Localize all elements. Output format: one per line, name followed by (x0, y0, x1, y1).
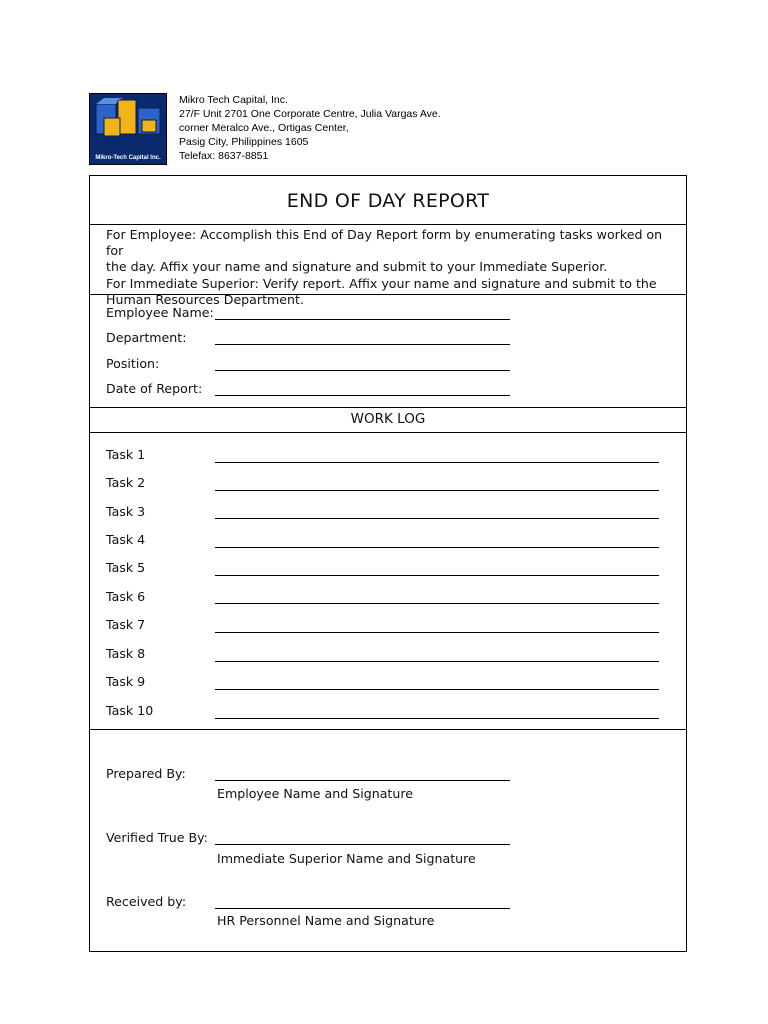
task-label: Task 5 (106, 560, 146, 575)
company-name: Mikro Tech Capital, Inc. (179, 94, 288, 106)
task-field[interactable] (215, 575, 659, 576)
task-label: Task 6 (106, 589, 146, 604)
instruction-line: Human Resources Department. (106, 291, 304, 307)
task-label: Task 4 (106, 532, 146, 547)
divider (90, 432, 686, 433)
instruction-line: the day. Affix your name and signature and submit to your Immediate Superior. (106, 259, 608, 275)
instruction-line: For Employee: Accomplish this End of Day Report form by enumerating tasks worked on for (106, 227, 663, 259)
company-logo (89, 93, 167, 165)
position-label: Position: (106, 356, 160, 371)
task-label: Task 10 (106, 703, 154, 718)
divider (90, 407, 686, 408)
task-label: Task 7 (106, 617, 146, 632)
date-of-report-field[interactable] (215, 395, 510, 396)
department-label: Department: (106, 330, 187, 345)
task-label: Task 9 (106, 674, 146, 689)
form-title: END OF DAY REPORT (286, 190, 490, 212)
department-field[interactable] (215, 344, 510, 345)
logo-text: Mikro-Tech Capital Inc. (95, 155, 161, 161)
prepared-by-label: Prepared By: (106, 766, 186, 781)
date-of-report-label: Date of Report: (106, 381, 203, 396)
company-telefax: Telefax: 8637-8851 (179, 150, 269, 162)
company-address-line3: Pasig City, Philippines 1605 (179, 136, 309, 148)
task-field[interactable] (215, 718, 659, 719)
divider (90, 224, 686, 225)
task-field[interactable] (215, 490, 659, 491)
received-by-caption: HR Personnel Name and Signature (217, 913, 435, 928)
end-of-day-report-form (89, 175, 687, 952)
company-info (179, 93, 441, 163)
received-by-label: Received by: (106, 894, 187, 909)
task-field[interactable] (215, 603, 659, 604)
verified-by-label: Verified True By: (106, 830, 208, 845)
company-address-line1: 27/F Unit 2701 One Corporate Centre, Julia Vargas Ave. (179, 108, 441, 120)
task-field[interactable] (215, 547, 659, 548)
logo-emblem-icon (90, 94, 166, 154)
prepared-by-caption: Employee Name and Signature (217, 786, 413, 801)
divider (90, 729, 686, 730)
employee-name-label: Employee Name: (106, 305, 214, 320)
task-label: Task 3 (106, 504, 146, 519)
task-field[interactable] (215, 689, 659, 690)
instructions (106, 227, 676, 308)
employee-name-field[interactable] (215, 319, 510, 320)
verified-by-signature-field[interactable] (215, 844, 510, 845)
divider (90, 294, 686, 295)
received-by-signature-field[interactable] (215, 908, 510, 909)
prepared-by-signature-field[interactable] (215, 780, 510, 781)
task-label: Task 1 (106, 447, 146, 462)
company-address-line2: corner Meralco Ave., Ortigas Center, (179, 122, 349, 134)
task-field[interactable] (215, 632, 659, 633)
task-label: Task 8 (106, 646, 146, 661)
task-field[interactable] (215, 518, 659, 519)
task-label: Task 2 (106, 475, 146, 490)
verified-by-caption: Immediate Superior Name and Signature (217, 851, 476, 866)
task-field[interactable] (215, 462, 659, 463)
work-log-title: WORK LOG (350, 411, 426, 427)
instruction-line: For Immediate Superior: Verify report. Affix your name and signature and submit to the (106, 275, 657, 291)
task-field[interactable] (215, 661, 659, 662)
position-field[interactable] (215, 370, 510, 371)
